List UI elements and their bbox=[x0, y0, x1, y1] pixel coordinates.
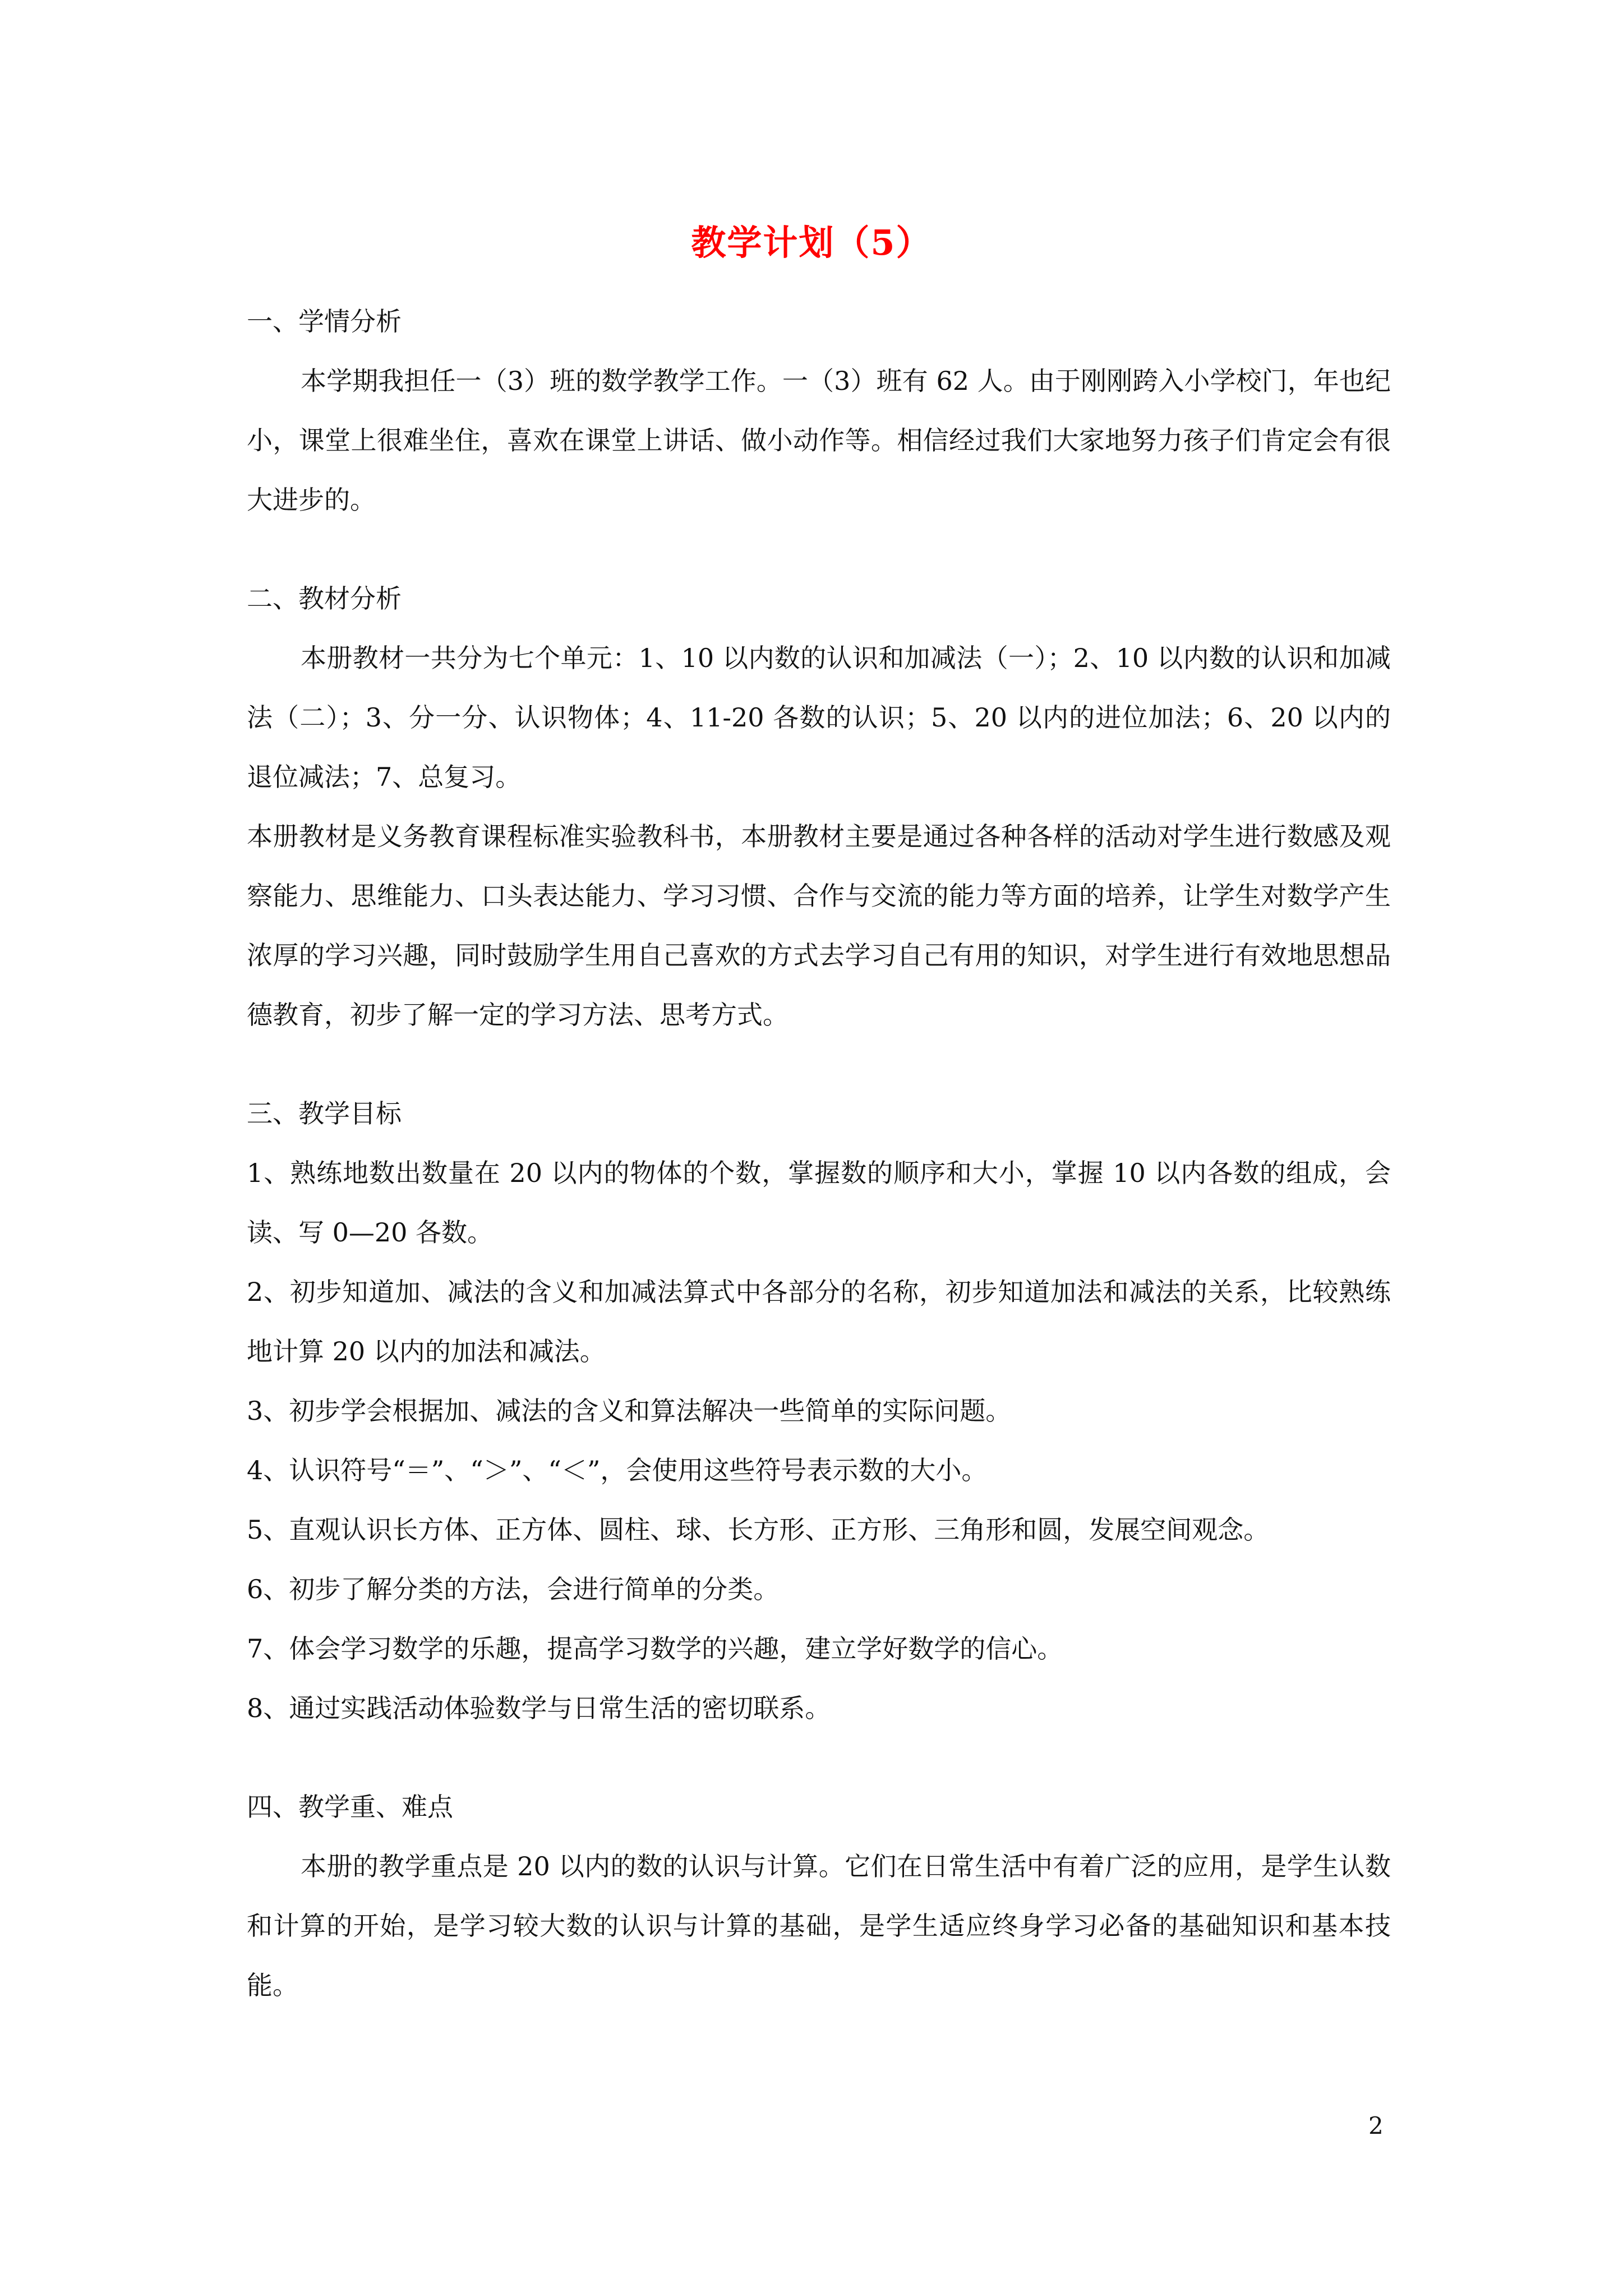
document-title: 教学计划（5） bbox=[691, 222, 932, 263]
teaching-goal-item-2: 2、初步知道加、减法的含义和加减法算式中各部分的名称，初步知道加法和减法的关系，比较熟练地计算 20 以内的加法和减法。 bbox=[247, 1277, 1391, 1366]
teaching-goal-item-3: 3、初步学会根据加、减法的含义和算法解决一些简单的实际问题。 bbox=[247, 1396, 1012, 1426]
textbook-units-paragraph: 本册教材一共分为七个单元：1、10 以内数的认识和加减法（一）；2、10 以内数的认识和加减法（二）；3、分一分、认识物体；4、11-20 各数的认识；5、20 以内的进位加法；6、20 以内的退位减法；7、总复习。 bbox=[247, 643, 1391, 792]
teaching-goal-item-6: 6、初步了解分类的方法，会进行简单的分类。 bbox=[247, 1574, 780, 1604]
section-gap bbox=[247, 530, 1391, 569]
section-heading-key-points: 四、教学重、难点 bbox=[247, 1792, 453, 1822]
teaching-goal-item-1: 1、熟练地数出数量在 20 以内的物体的个数，掌握数的顺序和大小，掌握 10 以内各数的组成，会读、写 0—20 各数。 bbox=[247, 1158, 1391, 1248]
section-gap bbox=[247, 1738, 1391, 1777]
learning-analysis-paragraph: 本学期我担任一（3）班的数学教学工作。一（3）班有 62 人。由于刚刚跨入小学校门，年也纪小，课堂上很难坐住，喜欢在课堂上讲话、做小动作等。相信经过我们大家地努力孩子们肯定会有很大进步的。 bbox=[247, 366, 1391, 515]
document-body bbox=[247, 292, 1391, 2015]
page-number: 2 bbox=[1368, 2112, 1384, 2139]
textbook-description-paragraph: 本册教材是义务教育课程标准实验教科书，本册教材主要是通过各种各样的活动对学生进行数感及观察能力、思维能力、口头表达能力、学习习惯、合作与交流的能力等方面的培养，让学生对数学产生浓厚的学习兴趣，同时鼓励学生用自己喜欢的方式去学习自己有用的知识，对学生进行有效地思想品德教育，初步了解一定的学习方法、思考方式。 bbox=[247, 821, 1391, 1030]
teaching-goal-item-5: 5、直观认识长方体、正方体、圆柱、球、长方形、正方形、三角形和圆，发展空间观念。 bbox=[247, 1515, 1270, 1545]
section-heading-learning-analysis: 一、学情分析 bbox=[247, 306, 402, 337]
section-heading-teaching-goals: 三、教学目标 bbox=[247, 1098, 402, 1129]
key-points-paragraph: 本册的教学重点是 20 以内的数的认识与计算。它们在日常生活中有着广泛的应用，是学生认数和计算的开始，是学习较大数的认识与计算的基础，是学生适应终身学习必备的基础知识和基本技能。 bbox=[247, 1851, 1391, 2000]
section-gap bbox=[247, 1045, 1391, 1084]
section-heading-textbook-analysis: 二、教材分析 bbox=[247, 583, 402, 614]
teaching-goal-item-4: 4、认识符号“＝”、“＞”、“＜”，会使用这些符号表示数的大小。 bbox=[247, 1455, 988, 1485]
teaching-goal-item-7: 7、体会学习数学的乐趣，提高学习数学的兴趣，建立学好数学的信心。 bbox=[247, 1634, 1063, 1664]
teaching-goal-item-8: 8、通过实践活动体验数学与日常生活的密切联系。 bbox=[247, 1693, 831, 1723]
